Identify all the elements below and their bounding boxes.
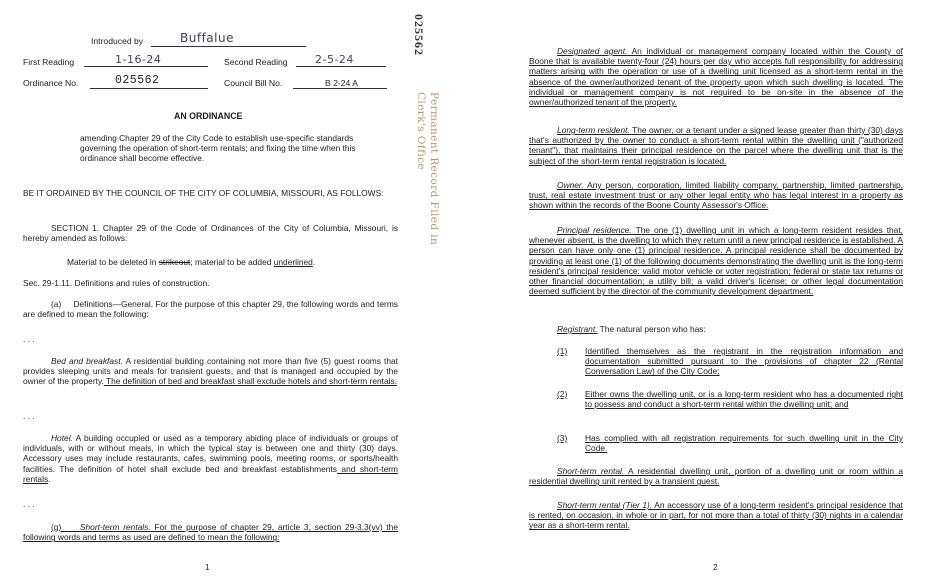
first-reading-label: First Reading <box>23 57 75 67</box>
ellipsis-1: . . . <box>23 334 35 344</box>
clerk-record-stamp: Permanent Record Filed in Clerk's Office <box>415 92 440 246</box>
registrant-item-2: (2) Either owns the dwelling unit, or is a long-term resident who has a documented right to possess and conduct a short-term rental within the dwelling unit; and <box>557 389 903 410</box>
definition-hotel: Hotel. A building occupied or used as a temporary abiding place of individuals or groups of individuals, with or without meals, in which the typical stay is between one and thirty (30) days. Accessory uses may include restaurants, cafes, swimming pools, meeting rooms, or sports/health facilities. The definition of hotel shall exclude bed and breakfast establishments and short-term rentals. <box>23 433 398 484</box>
definition-bed-and-breakfast: Bed and breakfast. A residential building containing not more than five (5) guest rooms that provides sleeping units and meals for transient guests, and that is managed and occupied by the owner of the property. The definition of bed and breakfast shall exclude hotels and short-term rentals. <box>23 356 398 387</box>
ordinance-number: 025562 <box>115 74 160 87</box>
strikeout-sample: strikeout <box>158 257 191 267</box>
registrant-item-1: (1) Identified themselves as the registrant in the registration information and documentation submitted pursuant to the provisions of chapter 22 (Rental Conversation Law) of the City Code; <box>557 346 903 377</box>
ordinance-no-line <box>90 88 208 89</box>
definition-short-term-rental-tier-1: Short-term rental (Tier 1). An accessory use of a long-term resident's principal residence that is rented, on occasion, in whole or in part, for not more than a total of thirty (30) nights in a calendar year as a short-term rental. <box>529 500 903 531</box>
second-reading-label: Second Reading <box>224 57 288 67</box>
page-2 <box>465 0 929 586</box>
definitions-general: (a) Definitions—General. For the purpose of this chapter 29, the following words and terms are defined to mean the following: <box>23 299 398 320</box>
first-reading-line <box>84 66 208 67</box>
section-heading: Sec. 29-1.11. Definitions and rules of construction. <box>23 278 210 288</box>
ordinance-summary: amending Chapter 29 of the City Code to establish use-specific standards governing the operation of short-term rentals; and fixing the time when this ordinance shall become effective. <box>80 133 356 164</box>
council-bill-number: B 2-24 A <box>325 78 358 88</box>
ordinance-title: AN ORDINANCE <box>174 111 243 121</box>
introduced-by-line <box>151 46 306 47</box>
ordinance-no-label: Ordinance No. <box>23 78 79 88</box>
page-1 <box>0 0 464 586</box>
definition-short-term-rentals: (g) Short-term rentals. For the purpose of chapter 29, article 3, section 29-3.3(vv) the following words and terms as used are defined to mean the following: <box>23 522 398 543</box>
second-reading-line <box>296 66 386 67</box>
definition-short-term-rental: Short-term rental. A residential dwelling unit, portion of a dwelling unit or room within a residential dwelling unit rented by a transient guest. <box>529 466 903 487</box>
ellipsis-3: . . . <box>23 499 35 509</box>
introduced-by-label: Introduced by <box>91 36 144 46</box>
definition-owner: Owner. Any person, corporation, limited liability company, partnership, limited partnership, trust, real estate investment trust or any other legal entity who has legal interest in a property as shown within the records of the Boone County Assessor's Office. <box>529 180 903 211</box>
definition-designated-agent: Designated agent. An individual or management company located within the County of Boone that is available twenty-four (24) hours per day who accepts full responsibility for addressing matters arising with the operation or use of a dwelling unit licensed as a short-term rental in the absence of the owner/authorized tenant of the property upon which such dwelling is located. The individual or management company is not required to be on-site in the absence of the owner/authorized tenant of the property. <box>529 46 903 108</box>
definition-long-term-resident: Long-term resident. The owner, or a tenant under a signed lease greater than thirty (30) days that's authorized by the owner to conduct a short-term rental within the dwelling unit ("authorized tenant"), that maintains their principal residence on the parcel where the dwelling unit that is the subject of the short-term rental registration is located. <box>529 125 903 166</box>
ellipsis-2: . . . <box>23 411 35 421</box>
registrant-item-3: (3) Has complied with all registration requirements for such dwelling unit in the City Code. <box>557 433 903 454</box>
stamp-number: 025562 <box>412 14 426 56</box>
definition-principal-residence: Principal residence. The one (1) dwelling unit in which a long-term resident resides that, whenever absent, is the dwelling to which they return until a new principal residence is established. A person can have only one (1) principal residence. A principal residence shall be documented by providing at least one (1) of the following documents demonstrating the dwelling unit is the long-term resident's principal residence: valid motor vehicle or voter registration; federal or state tax returns or other financial documentation; a utility bill; a valid driver's license; or other legal documentation deemed sufficient by the director of the community development department. <box>529 225 903 297</box>
page-number-2: 2 <box>713 563 718 572</box>
definition-registrant: Registrant. The natural person who has: <box>557 324 706 334</box>
section-1: SECTION 1. Chapter 29 of the Code of Ordinances of the City of Columbia, Missouri, is hereby amended as follows: <box>23 223 398 244</box>
amendment-note: Material to be deleted in strikeout; material to be added underlined. <box>67 257 316 267</box>
first-reading-date: 1-16-24 <box>115 53 162 66</box>
introduced-by-signature: Buffalue <box>180 31 234 45</box>
enacting-clause: BE IT ORDAINED BY THE COUNCIL OF THE CITY OF COLUMBIA, MISSOURI, AS FOLLOWS: <box>23 188 384 198</box>
council-bill-line <box>293 88 387 89</box>
underline-sample: underlined <box>273 257 313 267</box>
council-bill-label: Council Bill No. <box>224 78 283 88</box>
second-reading-date: 2-5-24 <box>315 53 354 66</box>
page-number-1: 1 <box>205 563 210 572</box>
